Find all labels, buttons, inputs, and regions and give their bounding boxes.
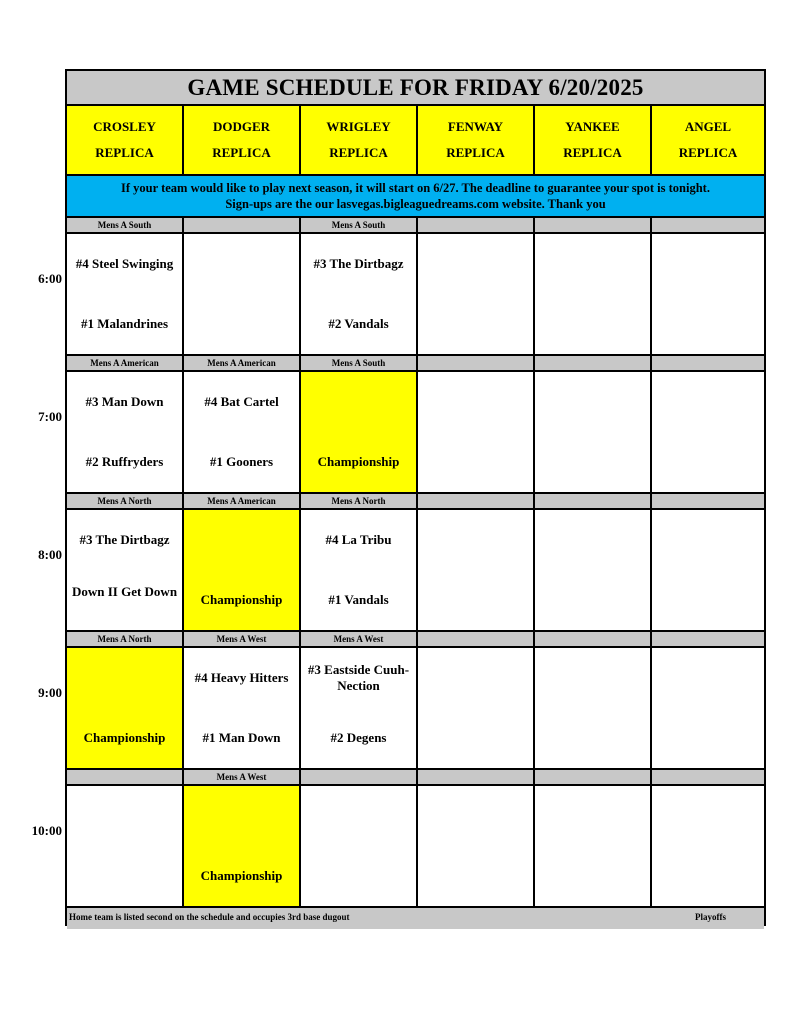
field-type: REPLICA — [563, 145, 622, 160]
away-team: #4 Steel Swinging — [75, 256, 174, 271]
page-title: GAME SCHEDULE FOR FRIDAY 6/20/2025 — [67, 71, 764, 106]
game-cell — [418, 648, 535, 768]
game-row — [67, 510, 764, 632]
division-label — [184, 218, 301, 232]
championship-cell — [184, 510, 301, 630]
division-label — [535, 632, 652, 646]
field-name: WRIGLEY — [326, 119, 391, 134]
division-label — [652, 494, 764, 508]
division-label: Mens A South — [301, 218, 418, 232]
footer-bar — [67, 908, 764, 929]
division-label — [652, 218, 764, 232]
time-label-900: 9:00 — [38, 685, 62, 700]
game-cell — [418, 786, 535, 906]
field-header-yankee — [535, 106, 652, 174]
division-bar — [67, 632, 764, 648]
division-label: Mens A American — [184, 494, 301, 508]
game-cell — [652, 648, 764, 768]
game-cell — [652, 510, 764, 630]
division-label — [535, 218, 652, 232]
division-label — [418, 356, 535, 370]
division-label: Mens A American — [184, 356, 301, 370]
schedule-body — [67, 218, 764, 908]
division-label: Mens A South — [301, 356, 418, 370]
division-bar — [67, 494, 764, 510]
field-header-crosley — [67, 106, 184, 174]
notice-line-2: Sign-ups are the our lasvegas.bigleaguedreams.com website. Thank you — [225, 197, 606, 211]
home-team: #2 Ruffryders — [85, 454, 164, 469]
time-label-600: 6:00 — [38, 271, 62, 286]
division-label — [418, 770, 535, 784]
division-label — [652, 770, 764, 784]
division-label: Mens A South — [67, 218, 184, 232]
away-team: #4 Bat Cartel — [204, 394, 279, 409]
home-team: #2 Degens — [330, 730, 387, 745]
game-cell — [418, 510, 535, 630]
time-label-700: 7:00 — [38, 409, 62, 424]
division-label: Mens A West — [184, 770, 301, 784]
division-label: Mens A North — [301, 494, 418, 508]
division-label — [535, 356, 652, 370]
division-label — [418, 218, 535, 232]
game-cell — [652, 372, 764, 492]
championship-cell — [301, 372, 418, 492]
game-cell — [67, 510, 184, 630]
away-team: #3 The Dirtbagz — [313, 256, 404, 271]
division-label: Mens A West — [184, 632, 301, 646]
home-team: Championship — [83, 730, 166, 745]
game-row — [67, 234, 764, 356]
away-team: #3 Eastside Cuuh-Nection — [307, 662, 410, 693]
division-label: Mens A North — [67, 494, 184, 508]
away-team: #3 Man Down — [85, 394, 164, 409]
division-label — [301, 770, 418, 784]
footer-playoffs-label: Playoffs — [695, 912, 726, 922]
game-cell — [301, 234, 418, 354]
notice-line-1: If your team would like to play next season, it will start on 6/27. The deadline to guarantee your spot is tonight. — [121, 181, 710, 195]
game-cell — [301, 786, 418, 906]
game-cell — [301, 648, 418, 768]
game-cell — [535, 372, 652, 492]
division-bar — [67, 770, 764, 786]
field-name: DODGER — [212, 119, 271, 134]
championship-cell — [67, 648, 184, 768]
game-cell — [301, 510, 418, 630]
season-notice — [67, 176, 764, 218]
home-team: Championship — [317, 454, 400, 469]
division-label: Mens A North — [67, 632, 184, 646]
game-cell — [184, 372, 301, 492]
game-cell — [535, 648, 652, 768]
field-header-fenway — [418, 106, 535, 174]
division-label — [535, 494, 652, 508]
footer-note: Home team is listed second on the schedule and occupies 3rd base dugout — [69, 912, 350, 922]
division-label — [67, 770, 184, 784]
game-cell — [67, 234, 184, 354]
game-row — [67, 372, 764, 494]
game-cell — [535, 234, 652, 354]
away-team: #3 The Dirtbagz — [79, 532, 170, 547]
division-label — [418, 632, 535, 646]
field-type: REPLICA — [95, 145, 154, 160]
field-type: REPLICA — [446, 145, 505, 160]
away-team: #4 Heavy Hitters — [194, 670, 289, 685]
division-bar — [67, 218, 764, 234]
field-name: CROSLEY — [93, 119, 156, 134]
field-name: FENWAY — [447, 119, 504, 134]
field-name: YANKEE — [565, 119, 620, 134]
home-team: Championship — [200, 868, 283, 883]
field-name: ANGEL — [684, 119, 732, 134]
game-cell — [418, 372, 535, 492]
game-cell — [535, 510, 652, 630]
division-label — [652, 632, 764, 646]
game-cell — [418, 234, 535, 354]
game-cell — [652, 234, 764, 354]
schedule-sheet — [65, 69, 766, 926]
game-cell — [184, 234, 301, 354]
game-row — [67, 648, 764, 770]
division-label — [652, 356, 764, 370]
time-label-800: 8:00 — [38, 547, 62, 562]
field-header-row — [67, 106, 764, 176]
division-label — [418, 494, 535, 508]
division-label — [535, 770, 652, 784]
home-team: Down II Get Down — [71, 584, 178, 599]
division-label: Mens A American — [67, 356, 184, 370]
championship-cell — [184, 786, 301, 906]
field-type: REPLICA — [678, 145, 738, 160]
home-team: #1 Malandrines — [80, 316, 169, 331]
field-type: REPLICA — [212, 145, 271, 160]
away-team: #4 La Tribu — [325, 532, 392, 547]
field-header-angel — [652, 106, 764, 174]
home-team: #2 Vandals — [328, 316, 389, 331]
field-header-dodger — [184, 106, 301, 174]
home-team: Championship — [200, 592, 283, 607]
division-label: Mens A West — [301, 632, 418, 646]
game-cell — [184, 648, 301, 768]
time-column — [0, 0, 66, 1024]
home-team: #1 Gooners — [209, 454, 274, 469]
game-cell — [67, 372, 184, 492]
home-team: #1 Man Down — [202, 730, 281, 745]
game-cell — [535, 786, 652, 906]
home-team: #1 Vandals — [328, 592, 389, 607]
field-header-wrigley — [301, 106, 418, 174]
time-label-1000: 10:00 — [31, 823, 62, 838]
division-bar — [67, 356, 764, 372]
game-cell — [67, 786, 184, 906]
game-cell — [652, 786, 764, 906]
game-row — [67, 786, 764, 908]
field-type: REPLICA — [329, 145, 388, 160]
